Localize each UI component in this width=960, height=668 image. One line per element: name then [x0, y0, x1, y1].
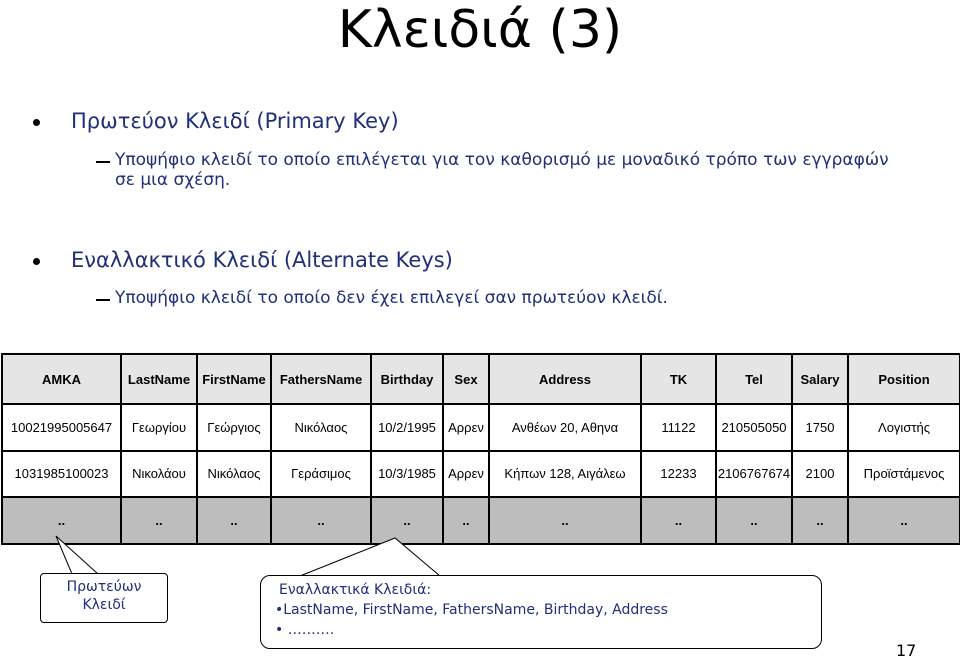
- bullet-1-description-line2: σε μια σχέση.: [115, 170, 231, 190]
- ellipsis-cell: ..: [271, 497, 371, 544]
- ellipsis-cell: ..: [197, 497, 271, 544]
- bullet-2-heading: Εναλλακτικό Κλειδί (Alternate Keys): [71, 248, 453, 272]
- column-header-sex: Sex: [443, 354, 489, 404]
- column-header-firstname: FirstName: [197, 354, 271, 404]
- table-cell: 10/3/1985: [371, 451, 443, 498]
- table-cell: Γεωργίου: [121, 404, 197, 451]
- column-header-position: Position: [848, 354, 960, 404]
- table-row: [2, 451, 960, 498]
- table-cell: 1031985100023: [2, 451, 121, 498]
- alternate-keys-callout: [260, 575, 822, 649]
- ellipsis-cell: ..: [489, 497, 641, 544]
- bullet-2-description: Υποψήφιο κλειδί το οποίο δεν έχει επιλεγεί σαν πρωτεύον κλειδί.: [115, 288, 668, 308]
- column-header-address: Address: [489, 354, 641, 404]
- table-cell: Νικόλαος: [271, 404, 371, 451]
- ellipsis-cell: ..: [641, 497, 716, 544]
- bullet-1-heading: Πρωτεύον Κλειδί (Primary Key): [71, 109, 399, 133]
- ellipsis-cell: ..: [716, 497, 792, 544]
- table-row: [2, 404, 960, 451]
- column-header-fathersname: FathersName: [271, 354, 371, 404]
- table-cell: 10/2/1995: [371, 404, 443, 451]
- table-cell: Γεράσιμος: [271, 451, 371, 498]
- alternate-keys-callout-title: Εναλλακτικά Κλειδιά:: [279, 582, 432, 598]
- table-cell: 2106767674: [716, 451, 792, 498]
- column-header-amka: AMKA: [2, 354, 121, 404]
- table-cell: 2100: [792, 451, 848, 498]
- ellipsis-cell: ..: [2, 497, 121, 544]
- ellipsis-cell: ..: [792, 497, 848, 544]
- table-ellipsis-row: [2, 497, 960, 544]
- column-header-birthday: Birthday: [371, 354, 443, 404]
- table-cell: 210505050: [716, 404, 792, 451]
- column-header-tk: TK: [641, 354, 716, 404]
- ellipsis-cell: ..: [443, 497, 489, 544]
- ellipsis-cell: ..: [121, 497, 197, 544]
- table-cell: Κήπων 128, Αιγάλεω: [489, 451, 641, 498]
- ellipsis-cell: ..: [848, 497, 960, 544]
- table-cell: 12233: [641, 451, 716, 498]
- relation-table: [1, 353, 960, 545]
- alternate-keys-callout-item: • ……….: [275, 622, 335, 638]
- bullet-1-description-line1: Υποψήφιο κλειδί το οποίο επιλέγεται για τον καθορισμό με μοναδικό τρόπο των εγγραφών: [115, 150, 889, 170]
- primary-key-callout: [40, 573, 168, 623]
- table-cell: 10021995005647: [2, 404, 121, 451]
- table-cell: 1750: [792, 404, 848, 451]
- table-cell: Λογιστής: [848, 404, 960, 451]
- column-header-lastname: LastName: [121, 354, 197, 404]
- bullet-2-dot: [33, 258, 40, 265]
- table-cell: Ανθέων 20, Αθηνα: [489, 404, 641, 451]
- slide-title: Κλειδιά (3): [337, 0, 623, 60]
- primary-key-callout-line1: Πρωτεύων: [66, 579, 142, 595]
- page-number: 17: [896, 641, 917, 660]
- table-cell: Νικολάου: [121, 451, 197, 498]
- table-cell: Αρρεν: [443, 451, 489, 498]
- table-cell: 11122: [641, 404, 716, 451]
- alternate-keys-callout-item: •LastName, FirstName, FathersName, Birthday, Address: [275, 602, 668, 618]
- table-cell: Προϊστάμενος: [848, 451, 960, 498]
- column-header-tel: Tel: [716, 354, 792, 404]
- sub-2-dash: [96, 299, 110, 301]
- ellipsis-cell: ..: [371, 497, 443, 544]
- bullet-1-dot: [33, 119, 40, 126]
- column-header-salary: Salary: [792, 354, 848, 404]
- table-cell: Γεώργιος: [197, 404, 271, 451]
- table-cell: Νικόλαος: [197, 451, 271, 498]
- primary-key-callout-line2: Κλειδί: [82, 597, 126, 613]
- sub-1-dash: [96, 161, 110, 163]
- table-cell: Αρρεν: [443, 404, 489, 451]
